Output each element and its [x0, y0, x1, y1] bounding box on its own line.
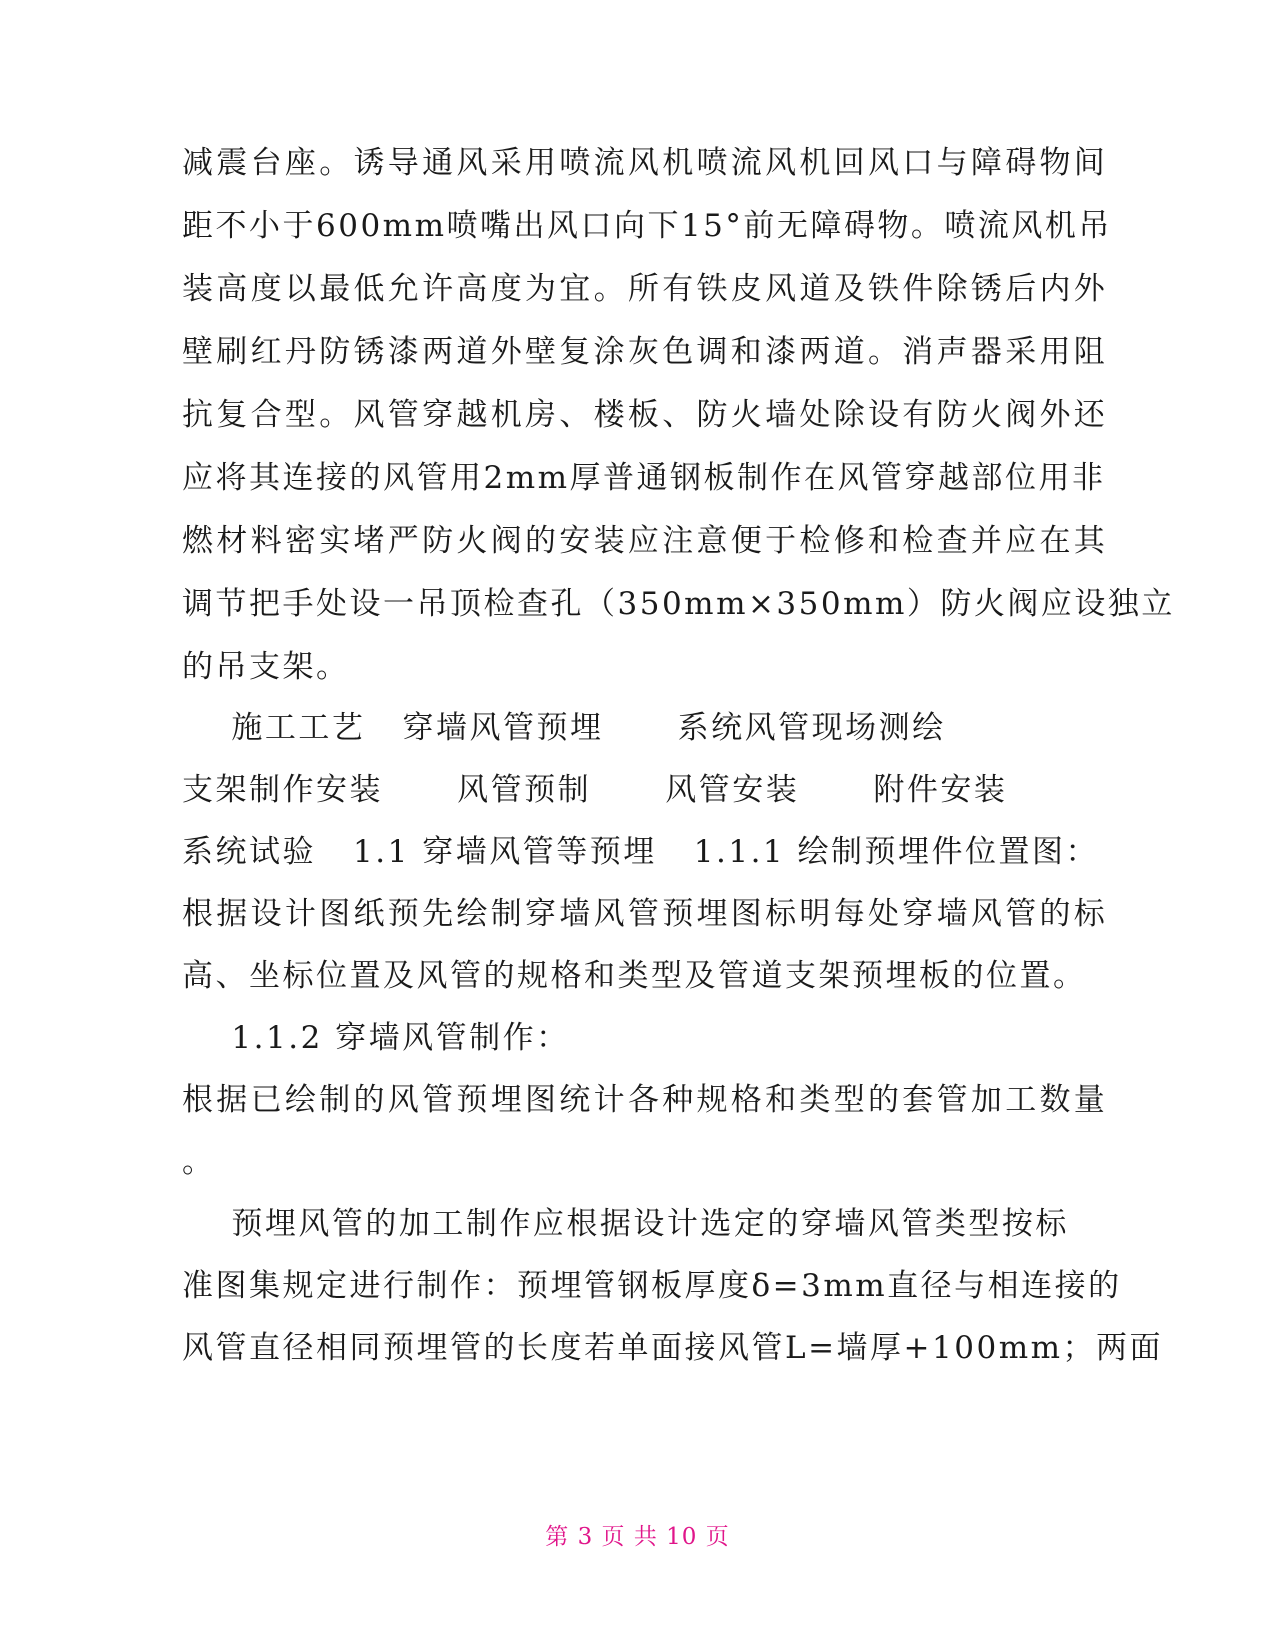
- body-line-1: 减震台座。诱导通风采用喷流风机喷流风机回风口与障碍物间: [182, 145, 1109, 181]
- body-line-18: 预埋风管的加工制作应根据设计选定的穿墙风管类型按标: [182, 1206, 1069, 1242]
- body-line-8: 调节把手处设一吊顶检查孔（350mm×350mm）防火阀应设独立: [182, 586, 1175, 622]
- body-line-6: 应将其连接的风管用2mm厚普通钢板制作在风管穿越部位用非: [182, 460, 1106, 496]
- body-line-2: 距不小于600mm喷嘴出风口向下15°前无障碍物。喷流风机吊: [182, 208, 1112, 244]
- body-line-19: 准图集规定进行制作：预埋管钢板厚度δ=3mm直径与相连接的: [182, 1268, 1122, 1304]
- body-line-12: 系统试验 1.1 穿墙风管等预埋 1.1.1 绘制预埋件位置图：: [182, 834, 1100, 870]
- body-line-11: 支架制作安装 风管预制 风管安装 附件安装: [182, 772, 1008, 808]
- body-line-17: 。: [182, 1144, 216, 1180]
- body-line-5: 抗复合型。风管穿越机房、楼板、防火墙处除设有防火阀外还: [182, 397, 1109, 433]
- body-line-13: 根据设计图纸预先绘制穿墙风管预埋图标明每处穿墙风管的标: [182, 896, 1109, 932]
- body-line-20: 风管直径相同预埋管的长度若单面接风管L=墙厚+100mm；两面: [182, 1330, 1163, 1366]
- body-line-9: 的吊支架。: [182, 649, 350, 685]
- page-number-footer: 第 3 页 共 10 页: [545, 1524, 730, 1550]
- body-line-16: 根据已绘制的风管预埋图统计各种规格和类型的套管加工数量: [182, 1082, 1109, 1118]
- body-line-4: 壁刷红丹防锈漆两道外壁复涂灰色调和漆两道。消声器采用阻: [182, 334, 1109, 370]
- body-line-7: 燃材料密实堵严防火阀的安装应注意便于检修和检查并应在其: [182, 523, 1109, 559]
- body-line-14: 高、坐标位置及风管的规格和类型及管道支架预埋板的位置。: [182, 958, 1087, 994]
- body-line-10: 施工工艺 穿墙风管预埋 系统风管现场测绘: [182, 710, 946, 746]
- body-line-15: 1.1.2 穿墙风管制作：: [182, 1020, 570, 1056]
- body-line-3: 装高度以最低允许高度为宜。所有铁皮风道及铁件除锈后内外: [182, 271, 1109, 307]
